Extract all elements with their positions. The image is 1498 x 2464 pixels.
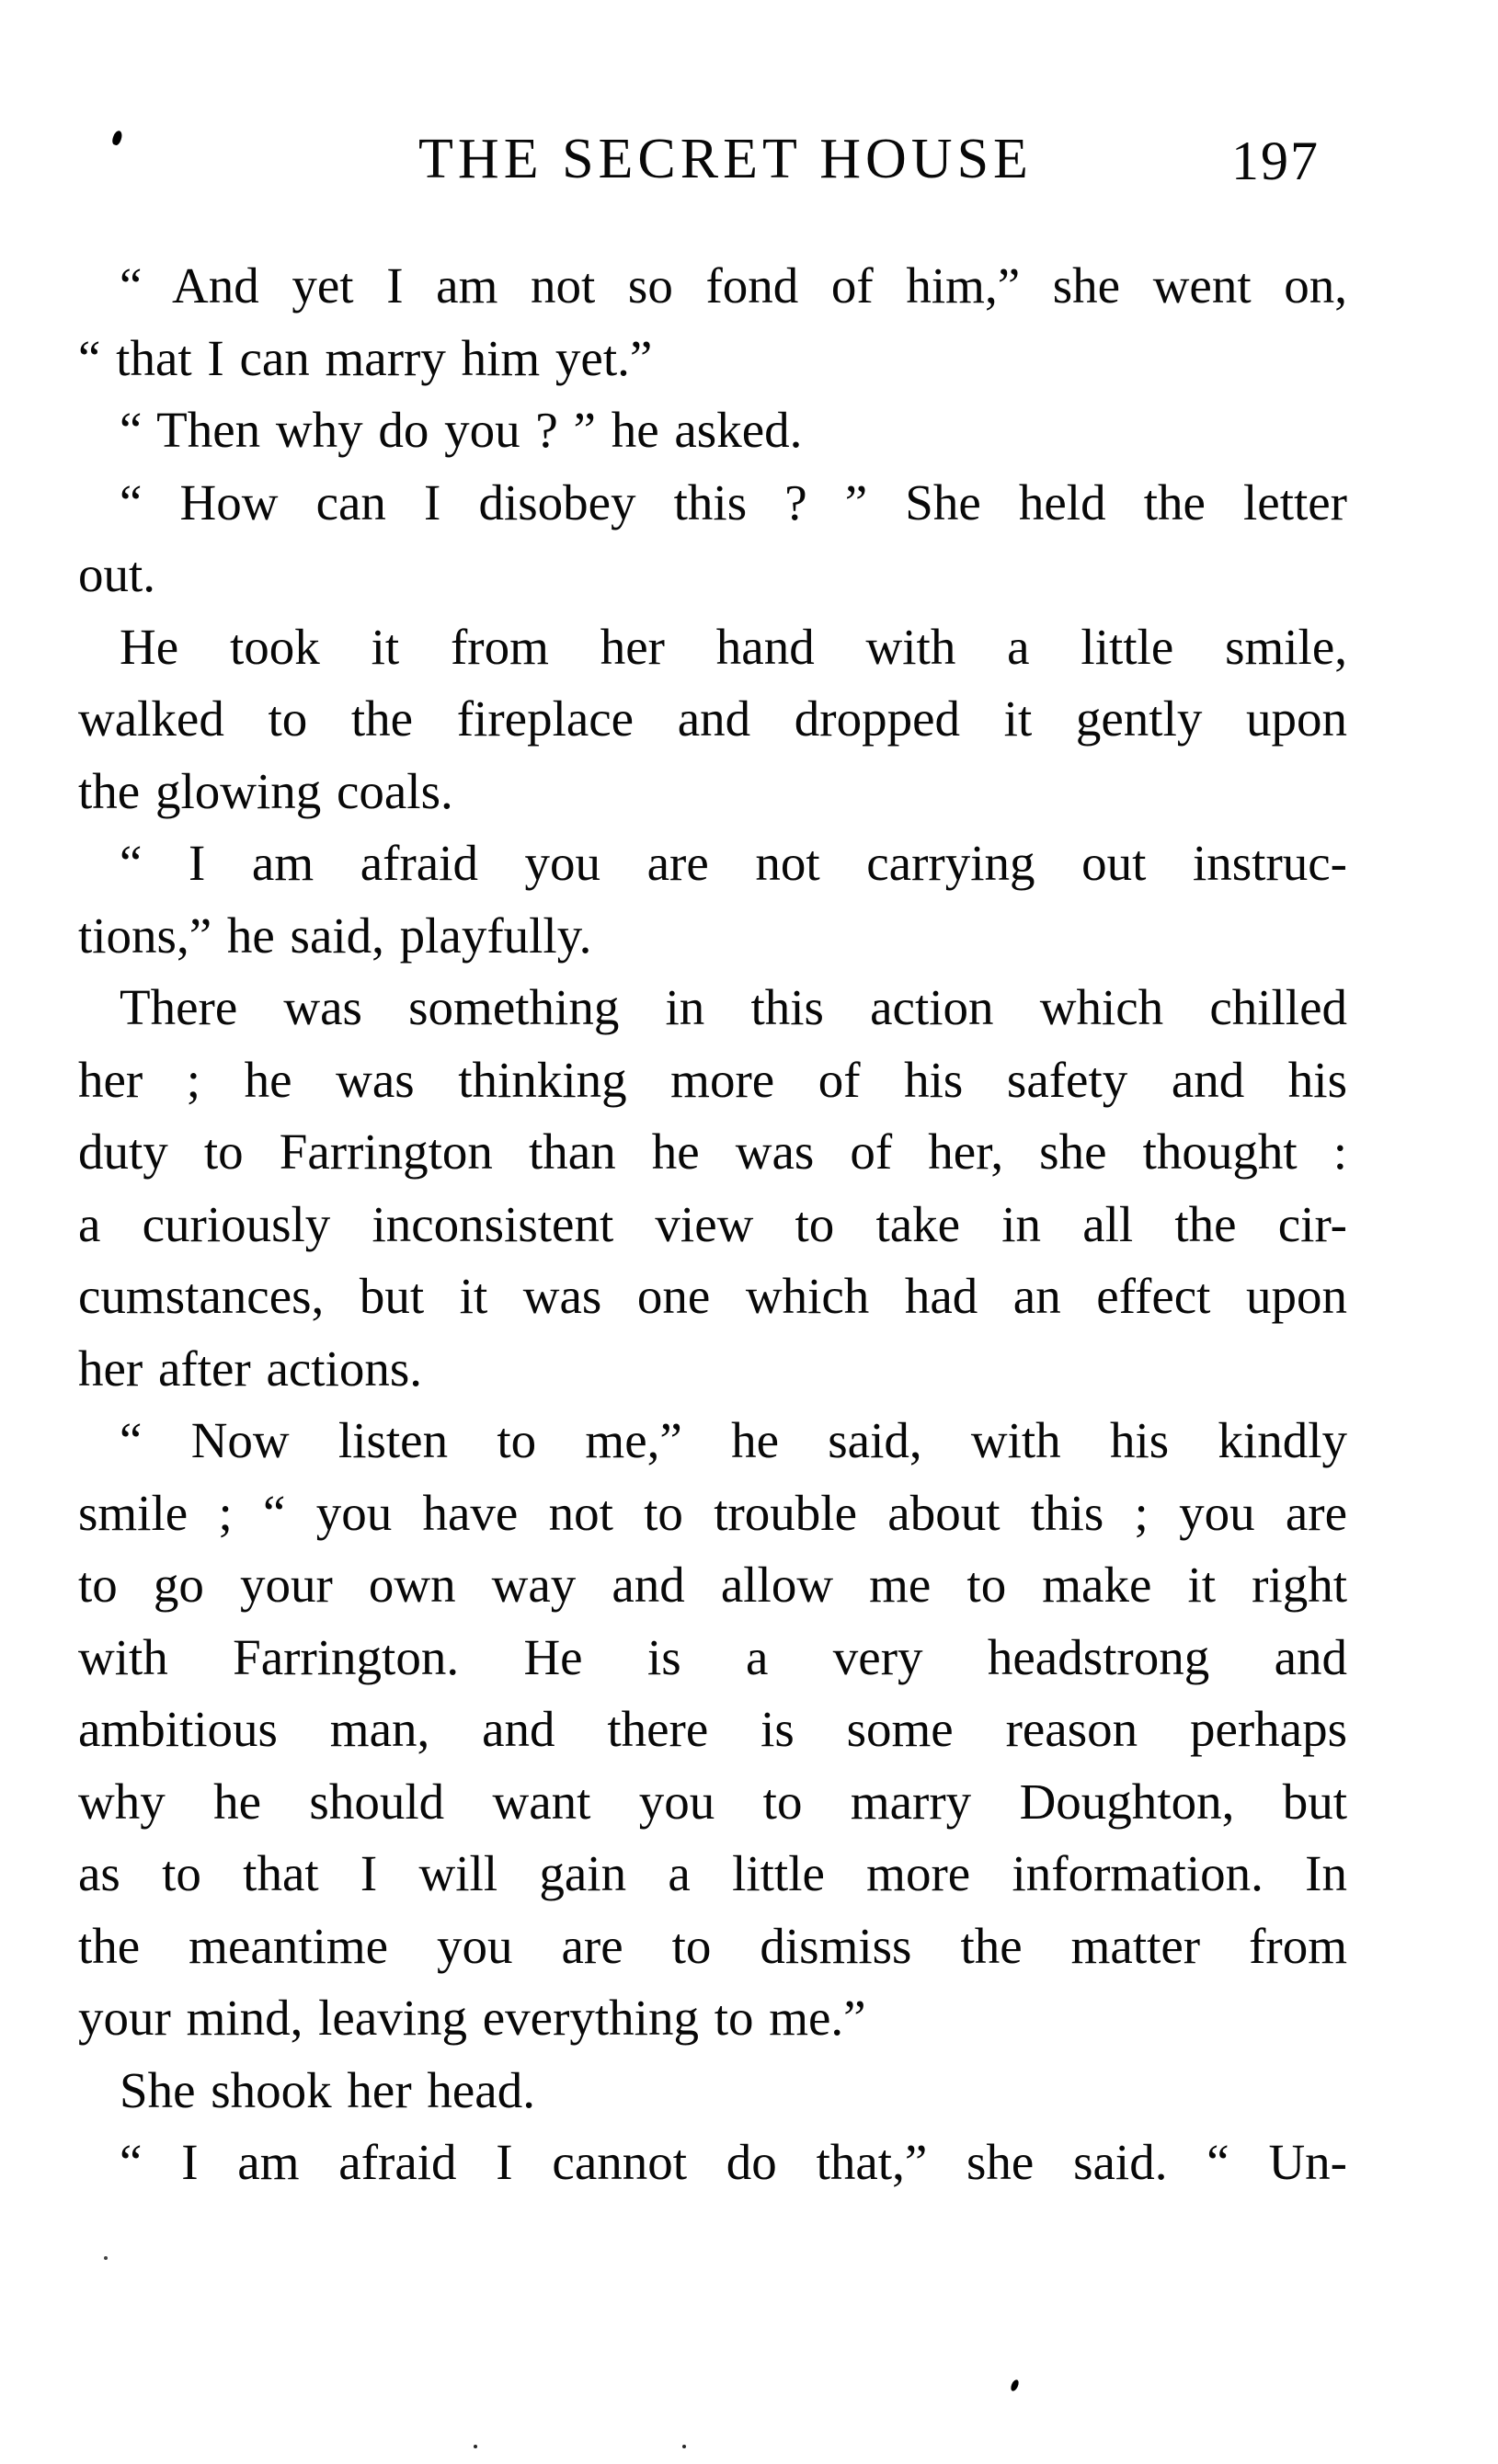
page-number: 197 [1231,131,1320,191]
ink-speck [104,2256,108,2260]
text-line: tions,” he said, playfully. [78,907,592,964]
text-line: a curiously inconsistent view to take in all the cir- [78,1195,1347,1252]
text-line: out. [78,546,156,602]
text-line: He took it from her hand with a little smile, [120,618,1347,675]
text-line: “ that I can marry him yet.” [78,329,653,386]
text-line: She shook her head. [120,2061,535,2118]
running-title: THE SECRET HOUSE [418,128,1033,190]
text-line: “ Then why do you ? ” he asked. [120,402,803,458]
text-line: the meantime you are to dismiss the matter from [78,1917,1347,1974]
text-line: smile ; “ you have not to trouble about this ; you are [78,1484,1347,1541]
text-line: ambitious man, and there is some reason perhaps [78,1701,1347,1757]
text-line: walked to the fireplace and dropped it gently upon [78,690,1347,747]
ink-speck [682,2445,686,2448]
text-line: your mind, leaving everything to me.” [78,1990,866,2046]
text-line: There was something in this action which chilled [120,979,1347,1035]
text-line: “ I am afraid I cannot do that,” she said. “ Un- [120,2134,1347,2190]
text-line: the glowing coals. [78,762,453,819]
text-line: why he should want you to marry Doughton, but [78,1773,1347,1830]
text-line: with Farrington. He is a very headstrong and [78,1628,1347,1685]
running-head [78,127,1347,200]
text-line: duty to Farrington than he was of her, she thought : [78,1124,1347,1180]
ink-speck [1010,2378,1021,2392]
ink-speck [474,2445,477,2448]
text-line: “ How can I disobey this ? ” She held the letter [120,473,1347,530]
text-line: to go your own way and allow me to make it right [78,1557,1347,1613]
text-line: as to that I will gain a little more information. In [78,1845,1347,1901]
text-line: “ And yet I am not so fond of him,” she went on, [120,257,1347,314]
text-line: her after actions. [78,1340,423,1397]
text-line: “ I am afraid you are not carrying out instruc- [120,835,1347,891]
text-block [78,250,1347,2199]
text-line: “ Now listen to me,” he said, with his kindly [120,1412,1347,1468]
text-line: her ; he was thinking more of his safety and his [78,1051,1347,1108]
text-line: cumstances, but it was one which had an effect upon [78,1268,1347,1324]
